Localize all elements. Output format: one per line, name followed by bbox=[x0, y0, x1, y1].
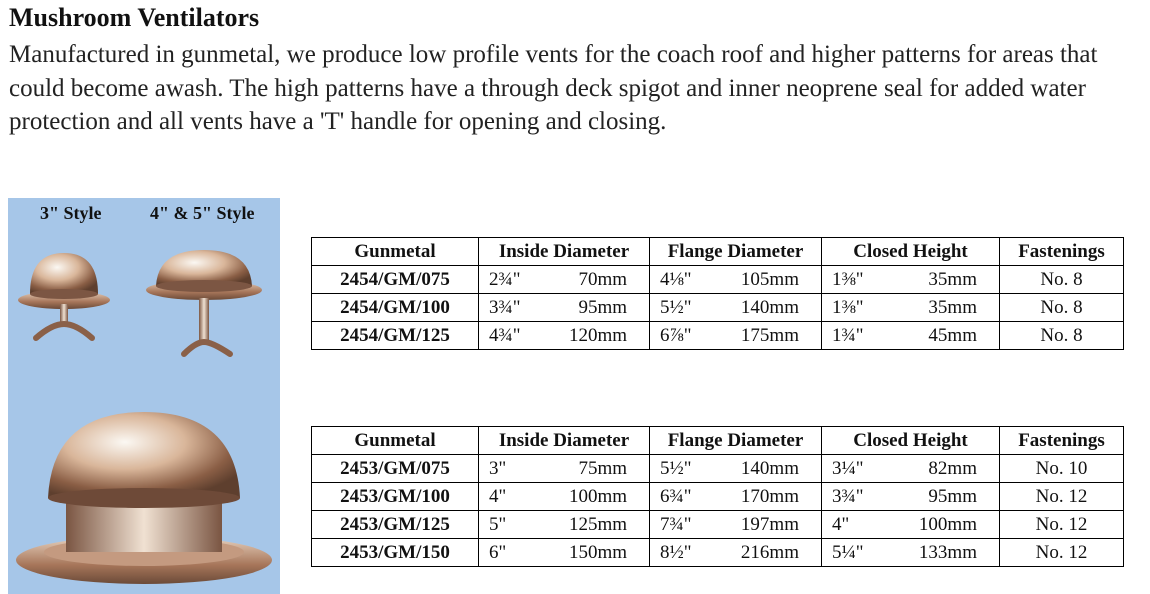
inside-mm: 75mm bbox=[578, 458, 627, 479]
flange-diameter-cell bbox=[650, 455, 822, 483]
inside-inches: 4¾" bbox=[489, 325, 521, 346]
col-gunmetal: Gunmetal bbox=[312, 238, 479, 266]
inside-diameter-cell bbox=[479, 511, 650, 539]
small-vent-image bbox=[18, 253, 110, 338]
product-code: 2453/GM/075 bbox=[312, 455, 479, 483]
height-mm: 100mm bbox=[918, 514, 977, 535]
col-fastenings: Fastenings bbox=[1000, 238, 1124, 266]
closed-height-cell bbox=[822, 322, 1000, 350]
flange-diameter-cell bbox=[650, 322, 822, 350]
height-inches: 1⅜" bbox=[832, 269, 864, 290]
high-pattern-spec-table bbox=[311, 426, 1124, 567]
flange-inches: 7¾" bbox=[660, 514, 692, 535]
fastening-cell: No. 10 bbox=[1000, 455, 1124, 483]
inside-diameter-cell bbox=[479, 294, 650, 322]
product-photo-panel bbox=[8, 198, 280, 594]
height-mm: 82mm bbox=[928, 458, 977, 479]
table-row bbox=[312, 483, 1124, 511]
table-row bbox=[312, 294, 1124, 322]
inside-inches: 6" bbox=[489, 542, 507, 563]
inside-inches: 5" bbox=[489, 514, 507, 535]
flange-inches: 5½" bbox=[660, 297, 692, 318]
height-mm: 95mm bbox=[928, 486, 977, 507]
height-inches: 4" bbox=[832, 514, 850, 535]
closed-height-cell bbox=[822, 483, 1000, 511]
closed-height-cell bbox=[822, 266, 1000, 294]
flange-diameter-cell bbox=[650, 511, 822, 539]
closed-height-cell bbox=[822, 539, 1000, 567]
inside-inches: 4" bbox=[489, 486, 507, 507]
table-row bbox=[312, 511, 1124, 539]
product-code: 2453/GM/125 bbox=[312, 511, 479, 539]
product-code: 2453/GM/100 bbox=[312, 483, 479, 511]
table-row bbox=[312, 266, 1124, 294]
high-pattern-vent-image bbox=[16, 412, 272, 584]
table-row bbox=[312, 455, 1124, 483]
closed-height-cell bbox=[822, 294, 1000, 322]
fastening-cell: No. 12 bbox=[1000, 483, 1124, 511]
inside-mm: 150mm bbox=[568, 542, 627, 563]
col-inside-diameter: Inside Diameter bbox=[479, 427, 650, 455]
col-flange-diameter: Flange Diameter bbox=[650, 238, 822, 266]
height-inches: 3¾" bbox=[832, 486, 864, 507]
inside-diameter-cell bbox=[479, 266, 650, 294]
product-code: 2454/GM/100 bbox=[312, 294, 479, 322]
intro-paragraph: Manufactured in gunmetal, we produce low profile vents for the coach roof and higher patterns for areas that could become awash. The high patterns have a through deck spigot and inner neoprene seal for added water protection and all vents have a 'T' handle for opening and closing. bbox=[9, 41, 1098, 135]
fastening-cell: No. 8 bbox=[1000, 322, 1124, 350]
flange-mm: 140mm bbox=[740, 458, 799, 479]
flange-mm: 170mm bbox=[740, 486, 799, 507]
inside-mm: 125mm bbox=[568, 514, 627, 535]
flange-mm: 105mm bbox=[740, 269, 799, 290]
table-header-row bbox=[312, 238, 1124, 266]
small-style-label: 3" Style bbox=[40, 203, 102, 223]
flange-inches: 6¾" bbox=[660, 486, 692, 507]
flange-diameter-cell bbox=[650, 294, 822, 322]
flange-inches: 8½" bbox=[660, 542, 692, 563]
large-vent-image bbox=[146, 250, 262, 354]
flange-diameter-cell bbox=[650, 539, 822, 567]
fastening-cell: No. 8 bbox=[1000, 294, 1124, 322]
flange-inches: 6⅞" bbox=[660, 325, 692, 346]
flange-diameter-cell bbox=[650, 266, 822, 294]
low-profile-spec-table bbox=[311, 237, 1124, 350]
col-gunmetal: Gunmetal bbox=[312, 427, 479, 455]
inside-diameter-cell bbox=[479, 539, 650, 567]
table-row bbox=[312, 539, 1124, 567]
height-inches: 1⅜" bbox=[832, 297, 864, 318]
inside-mm: 100mm bbox=[568, 486, 627, 507]
closed-height-cell bbox=[822, 511, 1000, 539]
vent-illustrations bbox=[8, 198, 280, 594]
table-row bbox=[312, 322, 1124, 350]
fastening-cell: No. 12 bbox=[1000, 511, 1124, 539]
col-closed-height: Closed Height bbox=[822, 238, 1000, 266]
fastening-cell: No. 8 bbox=[1000, 266, 1124, 294]
inside-mm: 120mm bbox=[568, 325, 627, 346]
large-style-label: 4" & 5" Style bbox=[150, 203, 255, 223]
flange-diameter-cell bbox=[650, 483, 822, 511]
inside-mm: 95mm bbox=[578, 297, 627, 318]
col-fastenings: Fastenings bbox=[1000, 427, 1124, 455]
col-closed-height: Closed Height bbox=[822, 427, 1000, 455]
inside-diameter-cell bbox=[479, 483, 650, 511]
inside-diameter-cell bbox=[479, 322, 650, 350]
flange-mm: 140mm bbox=[740, 297, 799, 318]
inside-inches: 2¾" bbox=[489, 269, 521, 290]
table-header-row bbox=[312, 427, 1124, 455]
product-code: 2453/GM/150 bbox=[312, 539, 479, 567]
flange-mm: 175mm bbox=[740, 325, 799, 346]
height-mm: 35mm bbox=[928, 297, 977, 318]
product-code: 2454/GM/075 bbox=[312, 266, 479, 294]
inside-inches: 3" bbox=[489, 458, 507, 479]
height-inches: 1¾" bbox=[832, 325, 864, 346]
fastening-cell: No. 12 bbox=[1000, 539, 1124, 567]
inside-diameter-cell bbox=[479, 455, 650, 483]
inside-inches: 3¾" bbox=[489, 297, 521, 318]
flange-mm: 216mm bbox=[740, 542, 799, 563]
height-inches: 3¼" bbox=[832, 458, 864, 479]
page-title: Mushroom Ventilators bbox=[9, 3, 260, 32]
flange-inches: 5½" bbox=[660, 458, 692, 479]
closed-height-cell bbox=[822, 455, 1000, 483]
height-inches: 5¼" bbox=[832, 542, 864, 563]
inside-mm: 70mm bbox=[578, 269, 627, 290]
height-mm: 133mm bbox=[918, 542, 977, 563]
col-flange-diameter: Flange Diameter bbox=[650, 427, 822, 455]
height-mm: 45mm bbox=[928, 325, 977, 346]
height-mm: 35mm bbox=[928, 269, 977, 290]
flange-inches: 4⅛" bbox=[660, 269, 692, 290]
flange-mm: 197mm bbox=[740, 514, 799, 535]
col-inside-diameter: Inside Diameter bbox=[479, 238, 650, 266]
product-code: 2454/GM/125 bbox=[312, 322, 479, 350]
